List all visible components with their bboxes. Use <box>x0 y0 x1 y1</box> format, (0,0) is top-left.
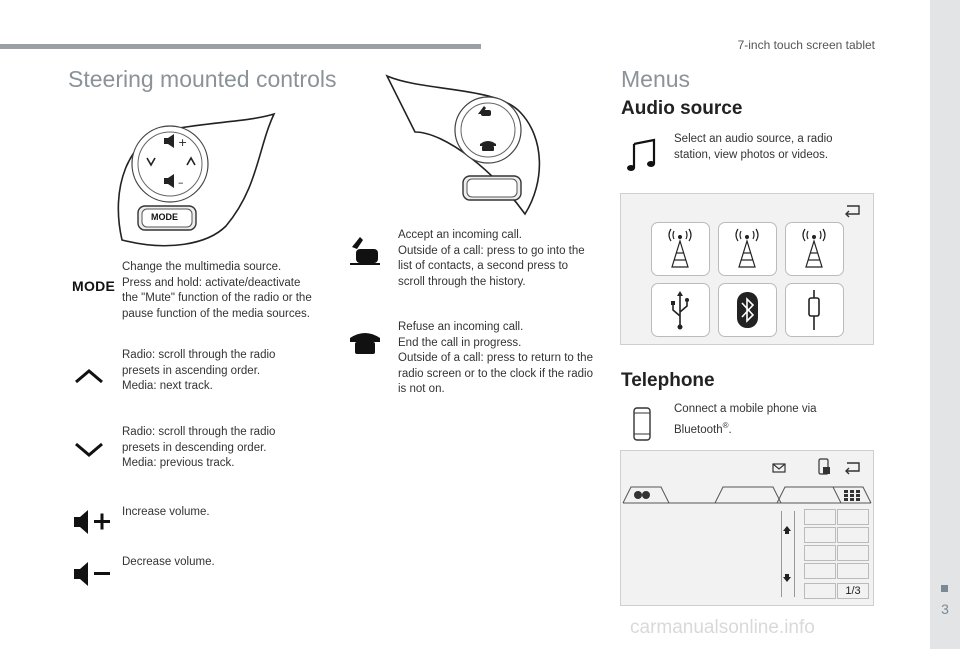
scroll-up-icon[interactable] <box>781 525 793 537</box>
usb-source-button[interactable] <box>651 283 710 337</box>
svg-text:+: + <box>178 136 188 149</box>
running-title: 7-inch touch screen tablet <box>737 38 875 52</box>
control-text-volume-down: Decrease volume. <box>122 556 215 568</box>
mobile-phone-icon <box>632 406 652 442</box>
list-cell[interactable] <box>837 563 869 579</box>
radio-antenna-icon <box>652 223 709 275</box>
list-cell[interactable] <box>804 563 836 579</box>
volume-up-icon <box>72 508 112 536</box>
phone-settings-icon[interactable] <box>817 457 831 477</box>
telephone-text: Connect a mobile phone via Bluetooth®. <box>674 403 817 436</box>
steering-wheel-right-illustration <box>385 72 555 218</box>
list-cell[interactable] <box>804 545 836 561</box>
radio-source-button-3[interactable] <box>785 222 844 276</box>
page-indicator[interactable]: 1/3 <box>837 583 869 599</box>
radio-antenna-icon <box>786 223 843 275</box>
control-text-mode: Change the multimedia source. Press and hold: activate/deactivate the "Mute" function of the radio or the pause function of the media sources. <box>122 261 312 320</box>
keypad-icon[interactable] <box>843 489 861 501</box>
section-title-menus: Menus <box>621 66 691 92</box>
chevron-up-icon <box>74 368 104 384</box>
control-text-down: Radio: scroll through the radio presets in descending order. Media: previous track. <box>122 426 276 469</box>
list-cell[interactable] <box>804 527 836 543</box>
mode-icon: MODE <box>72 278 116 294</box>
audio-source-screen <box>620 193 874 345</box>
radio-source-button-2[interactable] <box>718 222 777 276</box>
phone-pickup-icon <box>348 235 382 267</box>
bluetooth-source-button[interactable] <box>718 283 777 337</box>
scroll-down-icon[interactable] <box>781 571 793 583</box>
telephone-tabs <box>621 485 873 505</box>
usb-icon <box>652 284 709 336</box>
control-text-accept-call: Accept an incoming call. Outside of a call: press to go into the list of contacts, a second press to scroll through the history. <box>398 229 585 288</box>
control-text-up: Radio: scroll through the radio presets in ascending order. Media: next track. <box>122 349 276 392</box>
steering-wheel-left-illustration <box>108 108 278 252</box>
message-icon[interactable] <box>771 461 787 475</box>
page-marker <box>941 585 948 592</box>
contacts-icon[interactable] <box>633 489 651 501</box>
control-text-refuse-call: Refuse an incoming call. End the call in progress. Outside of a call: press to return to the radio screen or to the clock if the radio is not on. <box>398 321 593 395</box>
watermark-logo: carmanualsonline.info <box>630 617 815 638</box>
section-title-steering: Steering mounted controls <box>68 66 337 92</box>
heading-telephone: Telephone <box>621 370 715 391</box>
heading-audio-source: Audio source <box>621 98 743 119</box>
page-edge-strip <box>930 0 960 649</box>
telephone-screen <box>620 450 874 606</box>
volume-down-icon <box>72 560 112 588</box>
radio-source-button-1[interactable] <box>651 222 710 276</box>
aux-jack-icon <box>786 284 843 336</box>
list-cell[interactable] <box>837 545 869 561</box>
scrollbar[interactable] <box>781 511 795 597</box>
phone-hangup-icon <box>348 330 382 356</box>
bluetooth-icon <box>719 284 776 336</box>
page-number: 3 <box>941 601 949 617</box>
audio-source-text: Select an audio source, a radio station, view photos or videos. <box>674 133 833 161</box>
top-rule <box>0 44 481 49</box>
music-note-icon <box>626 138 658 172</box>
chevron-down-icon <box>74 442 104 458</box>
list-cell[interactable] <box>804 583 836 599</box>
aux-source-button[interactable] <box>785 283 844 337</box>
back-icon[interactable] <box>843 202 863 218</box>
list-cell[interactable] <box>837 527 869 543</box>
list-cell[interactable] <box>804 509 836 525</box>
list-cell[interactable] <box>837 509 869 525</box>
wheel-mode-button-label: MODE <box>151 212 178 222</box>
phone-hangup-icon <box>480 141 496 151</box>
back-icon[interactable] <box>843 459 863 475</box>
svg-text:–: – <box>178 176 184 189</box>
control-text-volume-up: Increase volume. <box>122 506 210 518</box>
radio-antenna-icon <box>719 223 776 275</box>
